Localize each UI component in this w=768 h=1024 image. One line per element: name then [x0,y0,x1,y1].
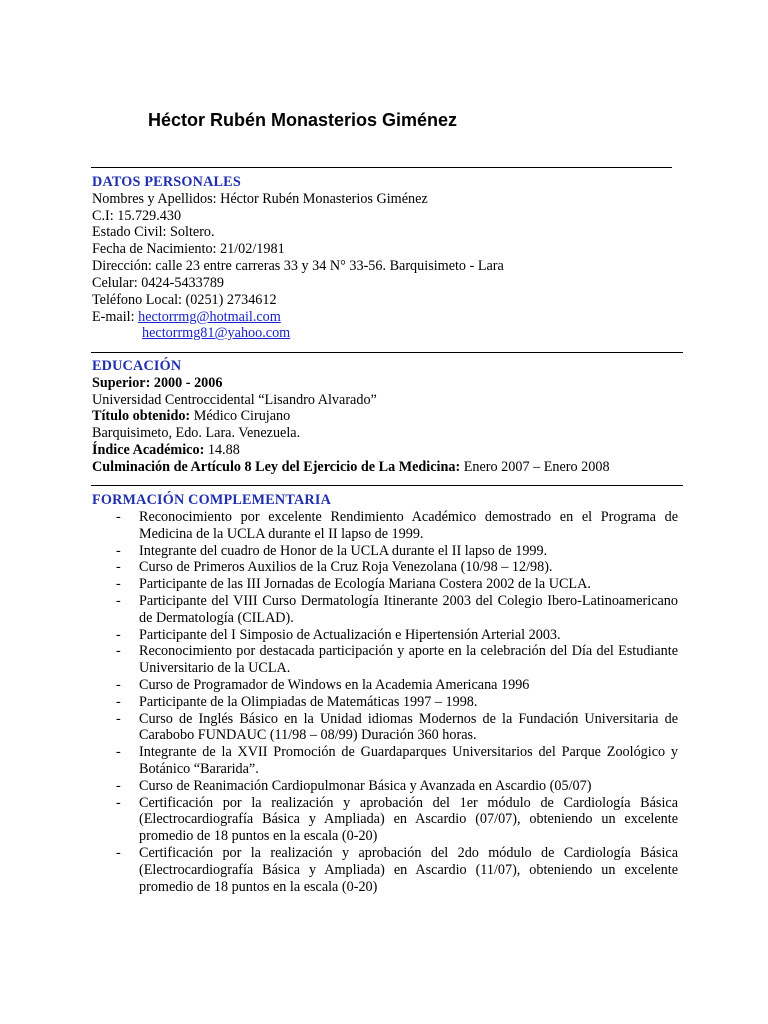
list-item: - Certificación por la realización y aprobación del 1er módulo de Cardiología Básica (Electrocardiografía Básica y Ampliada) en Ascardio (07/07), obteniendo un excelente promedio de 18 puntos en la escala (0-20) [116,794,678,845]
list-item: - Participante del VIII Curso Dermatología Itinerante 2003 del Colegio Ibero-Latinoamericano de Dermatología (CILAD). [116,592,678,626]
list-item: - Integrante del cuadro de Honor de la UCLA durante el II lapso de 1999. [116,542,548,559]
education-culminacion: Culminación de Artículo 8 Ley del Ejercicio de La Medicina: Enero 2007 – Enero 2008 [92,459,610,475]
resume-name-title: Héctor Rubén Monasterios Giménez [148,110,458,130]
list-item: - Certificación por la realización y aprobación del 2do módulo de Cardiología Básica (Electrocardiografía Básica y Ampliada) en Ascardio (11/07), obteniendo un excelente promedio de 18 puntos en la escala (0-20) [116,844,678,895]
personal-line-email-2 [142,325,290,341]
list-item: - Reconocimiento por destacada participación y aporte en la celebración del Día del Estudiante Universitario de la UCLA. [116,643,678,677]
section-heading-datos-personales: DATOS PERSONALES [92,174,241,190]
personal-line-email [92,309,281,325]
education-ubicacion: Barquisimeto, Edo. Lara. Venezuela. [92,425,301,441]
education-universidad: Universidad Centroccidental “Lisandro Alvarado” [92,392,377,408]
list-item: - Participante de las III Jornadas de Ecología Mariana Costera 2002 de la UCLA. [116,576,591,593]
personal-line-telefono: Teléfono Local: (0251) 2734612 [92,292,277,308]
list-item: - Reconocimiento por excelente Rendimiento Académico demostrado en el Programa de Medicina de la UCLA durante el II lapso de 1999. [116,509,678,542]
list-item: - Integrante de la XVII Promoción de Guardaparques Universitarios del Parque Zoológico y Botánico “Bararida”. [116,744,678,777]
divider [91,167,672,168]
list-item: - Participante de la Olimpiadas de Matemáticas 1997 – 1998. [116,693,478,710]
section-heading-formacion: FORMACIÓN COMPLEMENTARIA [92,492,332,508]
divider [91,485,683,486]
personal-line-estado-civil: Estado Civil: Soltero. [92,224,215,240]
email-link-hotmail[interactable]: hectorrmg@hotmail.com [138,309,281,325]
list-item: - Curso de Inglés Básico en la Unidad idiomas Modernos de la Fundación Universitaria de Carabobo FUNDAUC (11/98 – 08/99) Duración 360 horas. [116,710,678,744]
personal-line-celular: Celular: 0424-5433789 [92,275,225,291]
section-heading-educacion: EDUCACIÓN [92,358,182,374]
education-titulo: Título obtenido: Médico Cirujano [92,408,291,424]
personal-line-direccion: Dirección: calle 23 entre carreras 33 y 34 N° 33-56. Barquisimeto - Lara [92,258,504,274]
education-superior: Superior: 2000 - 2006 [92,375,223,391]
email-link-yahoo[interactable]: hectorrmg81@yahoo.com [142,325,291,341]
list-item: - Curso de Reanimación Cardiopulmonar Básica y Avanzada en Ascardio (05/07) [116,777,592,794]
personal-line-ci: C.I: 15.729.430 [92,208,182,224]
list-item: - Curso de Programador de Windows en la Academia Americana 1996 [116,676,530,693]
email-label: E-mail: [92,309,135,325]
formacion-list [92,509,678,895]
divider [91,352,683,353]
personal-line-nombre: Nombres y Apellidos: Héctor Rubén Monasterios Giménez [92,191,428,207]
personal-line-fecha-nacimiento: Fecha de Nacimiento: 21/02/1981 [92,241,285,257]
list-item: - Curso de Primeros Auxilios de la Cruz Roja Venezolana (10/98 – 12/98). [116,559,553,576]
list-item: - Participante del I Simposio de Actualización e Hipertensión Arterial 2003. [116,626,561,643]
education-indice: Índice Académico: 14.88 [92,442,240,458]
